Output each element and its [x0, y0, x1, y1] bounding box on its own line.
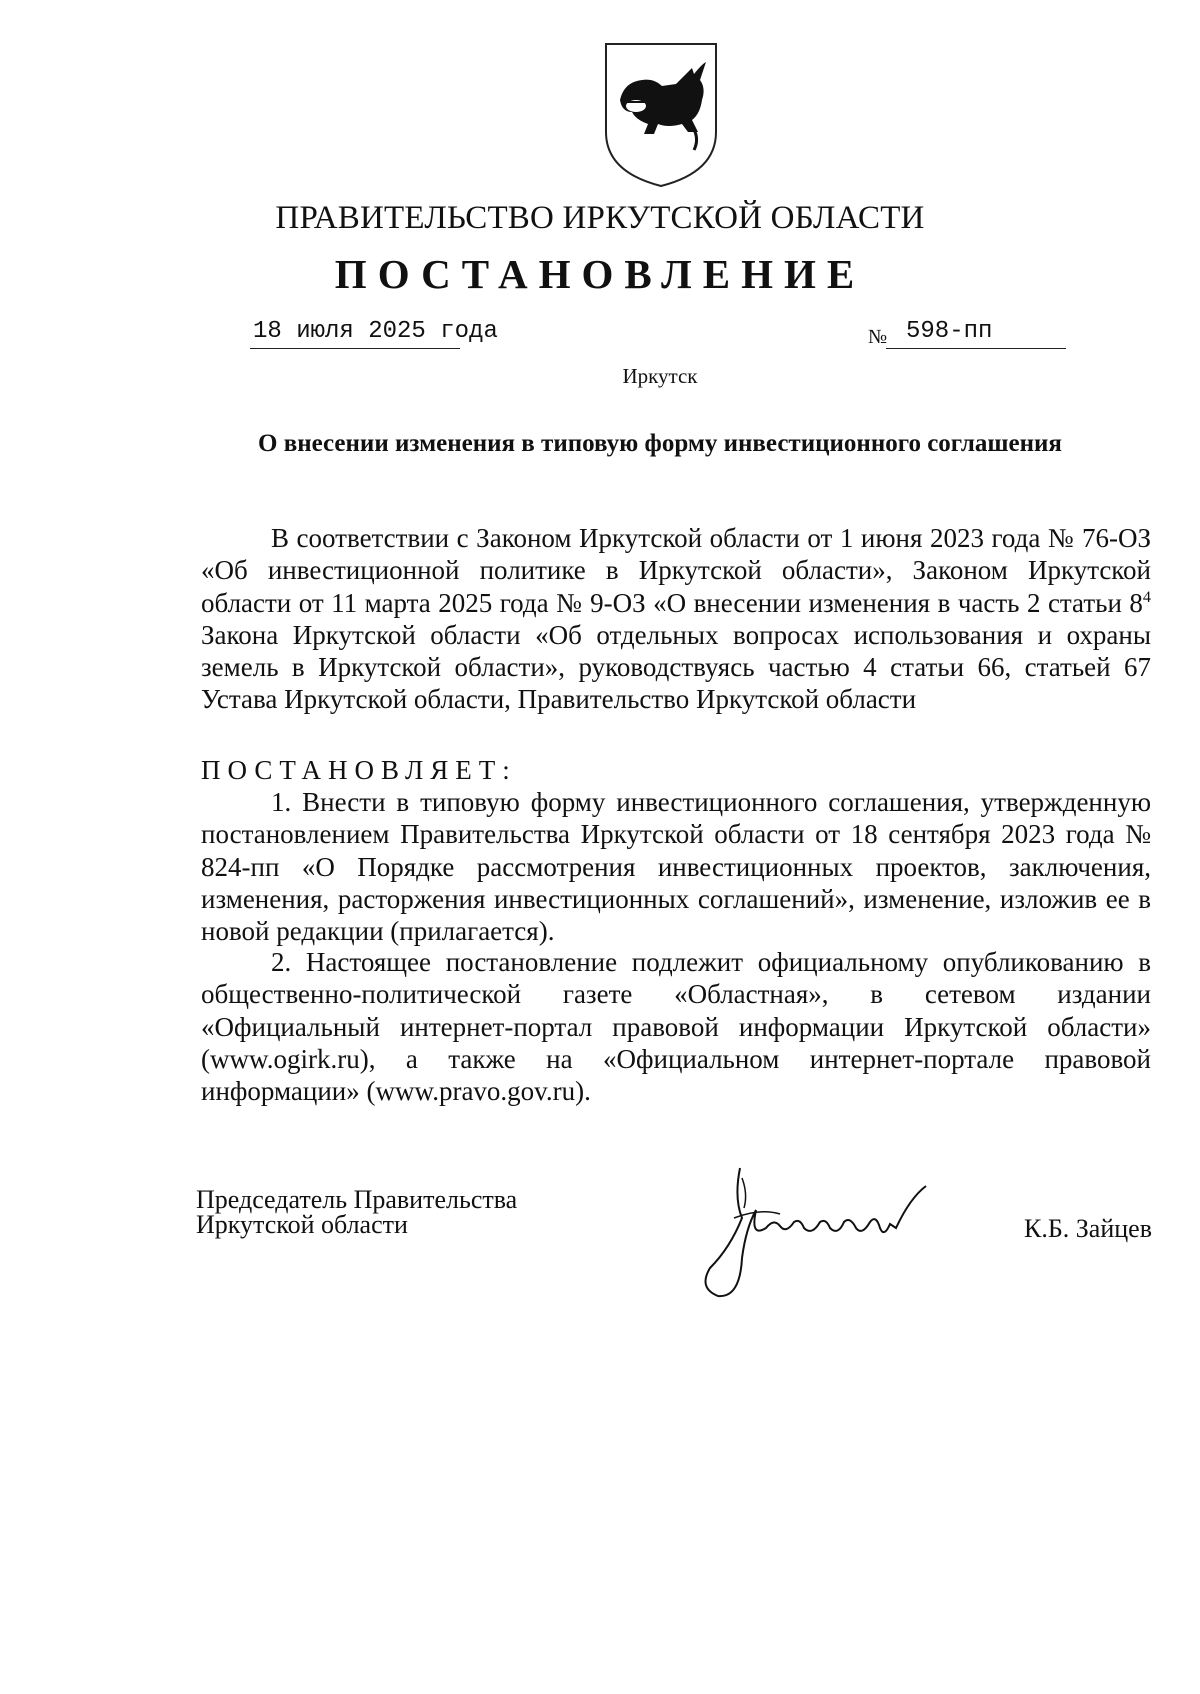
- coat-of-arms-icon: [602, 40, 720, 190]
- signatory-name: К.Б. Зайцев: [1024, 1214, 1152, 1243]
- number-underline: [886, 348, 1066, 349]
- position-line-1: Председатель Правительства: [196, 1185, 518, 1214]
- position-line-2: Иркутской области: [196, 1210, 408, 1239]
- signatory-position: [196, 1187, 517, 1237]
- date-underline: [250, 348, 460, 349]
- document-type-title: ПОСТАНОВЛЕНИЕ: [334, 251, 866, 297]
- handwritten-signature: [690, 1158, 970, 1308]
- document-number: 598-пп: [906, 318, 993, 345]
- resolves-heading: ПОСТАНОВЛЯЕТ:: [201, 755, 517, 785]
- preamble-paragraph: [201, 522, 1151, 716]
- preamble-text-part2: Закона Иркутской области «Об отдельных вопросах использования и охраны земель в Иркутской области», руководствуясь частью 4 статьи 66, статьей 67 Устава Иркутской области, Правительство Иркутской области: [201, 619, 1151, 715]
- item-2-paragraph: 2. Настоящее постановление подлежит официальному опубликованию в общественно-политической газете «Областная», в сетевом издании «Официальный интернет-портал правовой информации Иркутской области» (www.ogirk.ru), а также на «Официальном интернет-портале правовой информации» (www.pravo.gov.ru).: [201, 947, 1151, 1107]
- item-1-paragraph: 1. Внести в типовую форму инвестиционного соглашения, утвержденную постановлением Правительства Иркутской области от 18 сентября 2023 года № 824-пп «О Порядке рассмотрения инвестиционных проектов, заключения, изменения, расторжения инвестиционных соглашений», изменение, изложив ее в новой редакции (прилагается).: [201, 787, 1151, 947]
- city: Иркутск: [622, 364, 698, 388]
- document-date: 18 июля 2025 года: [253, 318, 498, 345]
- organization-title: ПРАВИТЕЛЬСТВО ИРКУТСКОЙ ОБЛАСТИ: [275, 200, 925, 236]
- document-subject: О внесении изменения в типовую форму инвестиционного соглашения: [258, 430, 1062, 457]
- article-superscript: 4: [1142, 587, 1151, 606]
- number-sign: №: [868, 326, 888, 348]
- preamble-text-part1: В соответствии с Законом Иркутской области от 1 июня 2023 года № 76-ОЗ «Об инвестиционной политике в Иркутской области», Законом Иркутской области от 11 марта 2025 года № 9-ОЗ «О внесении изменения в часть 2 статьи 8: [201, 523, 1151, 618]
